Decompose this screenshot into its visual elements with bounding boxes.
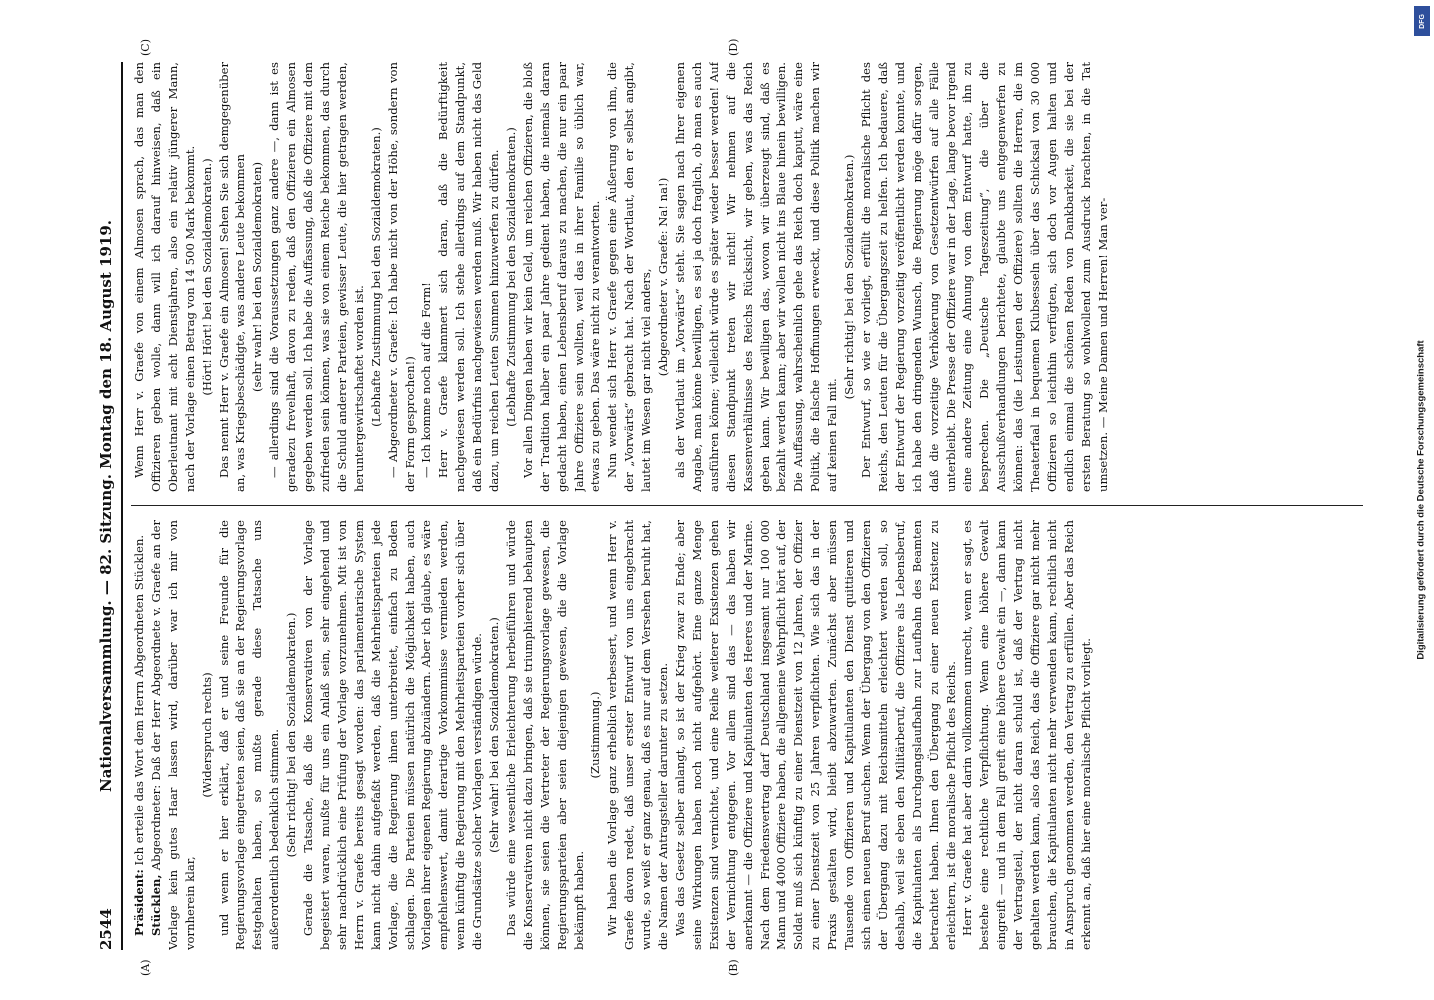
dfg-logo: DFG: [1414, 6, 1430, 36]
paragraph: [148, 520, 199, 950]
paragraph-text: Der Entwurf, so wie er vorliegt, erfüllt die moralische Pflicht des Reichs, den Leuten für die Übergangszeit zu helfen. Ich bedauere, daß der Entwurf der Regierung vorzeitig veröffentlicht werden konnte, und ich habe den dringenden Wunsch, die Regierung möge dafür sorgen, daß die vorzeitige Verhökerung von Gesetzentwürfen auf alle Fälle unterbleibt. Die Presse der Offiziere war in der Lage, lange bevor irgend eine andere Zeitung eine Ahnung von dem Entwurf hatte, ihn zu besprechen. Die „Deutsche Tageszeitung“, die über die Ausschußverhandlungen berichtete, glaubte uns entgegenwerfen zu können: das (die Leistungen der Offiziere) sollten die Herren, die im Theaterfaal in bequemen Klubsesseln über das Schicksal von 30 000 Offizieren so leichthin verfügten, sich doch vor Augen halten und endlich einmal die schönen Reden von Dankbarkeit, die sie bei der ersten Beratung so wohlwollend zum Ausdruck brachten, in die Tat umsetzen. — Meine Damen und Herren! Man ver-: [858, 62, 1110, 492]
paragraph-text: Wenn Herr v. Graefe von einem Almosen sprach, das man den Offizieren geben wolle, dann will ich darauf hinweisen, daß ein Oberleutnant mit acht Dienstjahren, also ein relativ jüngerer Mann, nach der Vorlage einen Betrag von 14 500 Mark bekommt.: [132, 62, 197, 492]
paragraph: [131, 62, 199, 492]
paragraph-text: (Abgeordneter v. Graefe: Na! na!): [656, 177, 671, 377]
interjection: [249, 62, 266, 492]
paragraph-text: Das würde eine wesentliche Erleichterung herbeiführen und würde die Konservativen nicht dazu bringen, daß sie triumphierend behaupten können, sie seien die Vertreter der Regierungsvorlage gewesen, die Regierungsparteien aber seien diejenigen gewesen, die die Vorlage bekämpft haben.: [503, 520, 586, 950]
paragraph-text: — Abgeordneter v. Graefe: Ich habe nicht von der Höhe, sondern von der Form gesprochen!): [385, 62, 417, 492]
paragraph: [858, 62, 1112, 492]
paragraph: [216, 520, 284, 950]
paragraph: [418, 62, 435, 492]
paragraph: [672, 520, 959, 950]
paragraph-text: — allerdings sind die Voraussetzungen ganz andere —, dann ist es geradezu frevelhaft, davon zu reden, daß den Offizieren ein Almosen gegeben werden soll. Ich habe die Auffassung, daß die Offiziere mit dem zufrieden sein können, was sie von einem Reiche bekommen, das durch die Schuld anderer Parteien, gewisser Leute, die hier getragen werden, heruntergewirtschaftet worden ist.: [267, 62, 366, 492]
paragraph-text: Nun wendet sich Herr v. Graefe gegen eine Äußerung von ihm, die der „Vorwärts“ gebracht hat. Nach der Wortlaut, den er selbst angibt, lautet im Wesen gar nicht viel anders,: [605, 62, 654, 492]
interjection: [587, 520, 604, 950]
paragraph-text: (Zustimmung.): [588, 691, 603, 779]
speaker-name: Präsident:: [132, 869, 146, 936]
paragraph: [672, 62, 841, 492]
margin-marker-c: (C): [139, 39, 152, 56]
page-number: 2544: [97, 908, 115, 950]
interjection: [486, 520, 503, 950]
margin-marker-a: (A): [139, 959, 152, 976]
interjection: [503, 62, 520, 492]
paragraph-text: (sehr wahr! bei den Sozialdemokraten): [250, 162, 265, 392]
paragraph-text: Wir haben die Vorlage ganz erheblich verbessert, und wenn Herr v. Graefe davon redet, daß unser erster Entwurf von uns eingebracht wurde, so weiß er ganz genau, daß es nur auf dem Versehen beruht hat, die Namen der Antragsteller darunter zu setzen.: [605, 520, 671, 950]
paragraph: [131, 520, 148, 950]
paragraph-text: Abgeordneter: Daß der Herr Abgeordnete v. Graefe an der Vorlage kein gutes Haar lassen wird, darüber war ich mir von vornherein klar,: [148, 520, 197, 950]
paragraph-text: Herr v. Graefe hat aber darin vollkommen unrecht, wenn er sagt, es bestehe eine rechtliche Verpflichtung. Wenn eine höhere Gewalt eingreift — und in dem Fall greift eine höhere Gewalt ein —, dann kann der Vertragsteil, der nicht daran schuld ist, daß der Vertrag nicht gehalten werden kann, also das Reich, das die Offiziere gar nicht mehr brauchen, die Kapitulanten nicht mehr verwenden kann, rechtlich nicht in Anspruch genommen werden, den Vertrag zu erfüllen. Aber das Reich erkennt an, daß hier eine moralische Pflicht vorliegt.: [960, 520, 1093, 950]
paragraph: [604, 62, 655, 492]
page-header: [87, 62, 123, 950]
speaker-name: Stücklen,: [148, 874, 163, 936]
paragraph-text: (Lebhafte Zustimmung bei den Sozialdemokraten.): [368, 127, 383, 427]
paragraph: [300, 520, 486, 950]
interjection: [199, 62, 216, 492]
interjection: [368, 62, 385, 492]
text-column-right: [131, 62, 1363, 492]
digitalization-note-text: Digitalisierung gefördert durch die Deutsche Forschungsgemeinschaft: [1415, 340, 1427, 660]
margin-marker-d: (D): [727, 38, 740, 56]
paragraph-text: (Lebhafte Zustimmung bei den Sozialdemokraten.): [503, 127, 518, 427]
paragraph-text: Was das Gesetz selber anlangt, so ist der Krieg zwar zu Ende; aber seine Wirkungen haben noch nicht aufgehört. Eine ganze Menge Existenzen sind vernichtet, und eine Reihe weiterer Existenzen gehen der Vernichtung entgegen. Vor allem sind das — das haben wir anerkannt — die Offiziere und Kapitulanten des Heeres und der Marine. Nach dem Friedensvertrag darf Deutschland insgesamt nur 100 000 Mann und 4000 Offiziere haben, die allgemeine Wehrpflicht hört auf, der Soldat muß sich künftig zu einer Dienstzeit von 12 Jahren, der Offizier zu einer Dienstzeit von 25 Jahren verpflichten. Wie sich das in der Praxis gestalten wird, bleibt abzuwarten. Zunächst aber müssen Tausende von Offizieren und Kapitulanten den Dienst quittieren und sich einen neuen Beruf suchen. Wenn der Übergang von den Offizieren der Übergang dazu mit Reichsmitteln erleichtert werden soll, so deshalb, weil sie eben den Militärberuf, die Offiziere als Lebensberuf, die Kapitulanten als Durchgangslaufbahn zur Laufbahn des Beamten betrachtet haben. Ihnen den Übergang zu einer neuen Existenz zu erleichtern, ist die moralische Pflicht des Reichs.: [673, 520, 958, 950]
paragraph-text: Herr v. Graefe klammert sich daran, daß die Bedürftigkeit nachgewiesen werden soll. Ich stehe allerdings auf dem Standpunkt, daß ein Bedürfnis nachgewiesen werden muß. Wir haben nicht das Geld dazu, um reichen Leuten Summen hinzuwerfen zu dürfen.: [436, 62, 502, 492]
paragraph: [503, 520, 588, 950]
interjection: [655, 62, 672, 492]
paragraph-text: Das nennt Herr v. Graefe ein Almosen! Sehen Sie sich demgegenüber an, was Kriegsbeschädigte, was andere Leute bekommen: [216, 62, 248, 492]
paragraph-text: (Sehr richtig! bei den Sozialdemokraten.): [284, 612, 299, 858]
digitalization-note: [1412, 8, 1430, 992]
rotated-page: [57, 20, 1377, 980]
paragraph: [959, 520, 1094, 950]
paragraph-text: — Ich komme noch auf die Form!: [419, 282, 434, 478]
paragraph-text: und wenn er hier erklärt, daß er und seine Freunde für die Regierungsvorlage eingetreten seien, daß sie an der Regierungsvorlage festgehalten haben, so mußte gerade diese Tatsache uns außerordentlich bedenklich stimmen.: [216, 520, 282, 950]
column-divider: [131, 505, 1363, 506]
interjection: [841, 62, 858, 492]
paragraph-text: Gerade die Tatsache, daß die Konservativen von der Vorlage begeistert waren, mußte für uns ein Anlaß sein, sehr eingehend und sehr nachdrücklich eine Prüfung der Vorlage vorzunehmen. Mit ist von Herrn v. Graefe bereits gesagt worden: das parlamentarische System kann nicht dahin aufgefaßt werden, daß die Mehrheitsparteien jede Vorlage, die die Regierung ihnen unterbreitet, einfach zu Boden schlagen. Die Parteien müssen natürlich die Möglichkeit haben, auch Vorlagen ihrer eigenen Regierung abzuändern. Aber ich glaube, es wäre empfehlenswert, damit derartige Vorkommnisse vermieden werden, wenn künftig die Regierung mit den Mehrheitsparteien vorher sich über die Grundsätze solcher Vorlagen verständigen würde.: [301, 520, 485, 950]
paragraph: [385, 62, 419, 492]
paragraph-text: (Hört! Hört! bei den Sozialdemokraten.): [199, 158, 214, 396]
paragraph-text: Ich erteile das Wort dem Herrn Abgeordneten Stücklen.: [132, 534, 146, 866]
running-title: Nationalversammlung. — 82. Sitzung. Montag den 18. August 1919.: [97, 220, 115, 793]
margin-marker-b: (B): [727, 959, 740, 976]
paragraph-text: als der Wortlaut im „Vorwärts“ steht. Sie sagen nach Ihrer eigenen Angabe, man könne bewilligen, es sei ja doch fraglich, ob man es auch ausführen könne; vielleicht würde es später wieder besser werden! Auf diesen Standpunkt treten wir nicht! Wir nehmen auf die Kassenverhältnisse des Reichs Rücksicht, wir geben, was das Reich geben kann. Wir bewilligen das, wovon wir überzeugt sind, daß es bezahlt werden kann; aber wir wollen nicht ins Blaue hinein bewilligen. Die Auffassung, wahrscheinlich gehe das Reich doch kaputt, wäre eine Politik, die falsche Hoffnungen erweckt, und diese Politik machen wir auf keinen Fall mit.: [673, 62, 840, 492]
paragraph: [435, 62, 503, 492]
paragraph-text: (Sehr wahr! bei den Sozialdemokraten.): [487, 617, 502, 853]
paragraph: [266, 62, 367, 492]
interjection: [283, 520, 300, 950]
paragraph: [216, 62, 250, 492]
paragraph-text: Vor allen Dingen haben wir kein Geld, um reichen Offizieren, die bloß der Tradition halber ein paar Jahre gedient haben, die niemals daran gedacht haben, einen Lebensberuf daraus zu machen, die nur ein paar Jahre Offiziere sein wollten, weil das in ihrer Familie so üblich war, etwas zu geben. Das wäre nicht zu verantworten.: [520, 62, 603, 492]
paragraph-text: (Sehr richtig! bei den Sozialdemokraten.): [842, 154, 857, 400]
paragraph-text: (Widerspruch rechts): [199, 672, 214, 798]
text-column-left: [131, 520, 1363, 950]
paragraph: [520, 62, 605, 492]
interjection: [199, 520, 216, 950]
paragraph: [604, 520, 672, 950]
